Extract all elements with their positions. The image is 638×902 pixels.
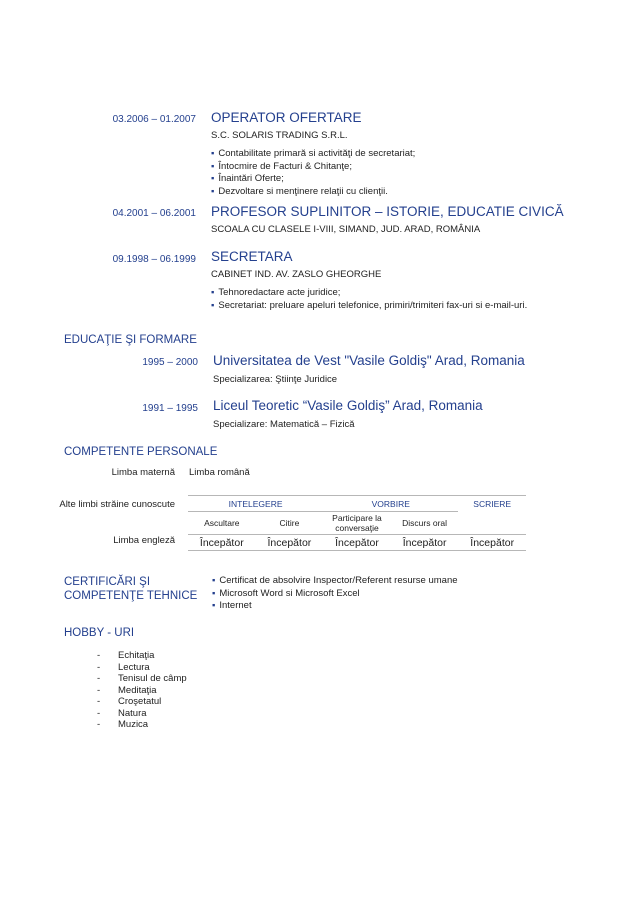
subcol-header: Ascultare xyxy=(188,512,256,535)
list-item: ▪ Secretariat: preluare apeluri telefonice, primiri/trimiteri fax-uri si e-mail-uri. xyxy=(211,300,527,313)
subcol-header: Participare la conversaţie xyxy=(323,512,391,535)
certifications-heading xyxy=(64,575,197,603)
mother-tongue-label: Limba maternă xyxy=(111,467,175,478)
level-cell: Începător xyxy=(256,535,324,551)
job-employer-3: CABINET IND. AV. ZASLO GHEORGHE xyxy=(211,269,382,280)
level-cell: Începător xyxy=(391,535,459,551)
language-table xyxy=(188,495,526,551)
certifications-list xyxy=(212,575,458,613)
job-bullets-3 xyxy=(211,287,527,312)
hobby-list xyxy=(97,650,187,731)
job-date-3: 09.1998 – 06.1999 xyxy=(112,254,196,265)
competences-heading: COMPETENTE PERSONALE xyxy=(64,446,218,458)
certifications-heading-line1: CERTIFICĂRI ŞI xyxy=(64,576,151,588)
list-item: - Croşetatul xyxy=(97,696,187,708)
job-employer-2: SCOALA CU CLASELE I-VIII, SIMAND, JUD. ARAD, ROMÂNIA xyxy=(211,224,481,235)
list-item: - Echitaţia xyxy=(97,650,187,662)
list-item: ▪ Tehnoredactare acte juridice; xyxy=(211,287,527,300)
list-item: - Lectura xyxy=(97,662,187,674)
list-item: - Muzica xyxy=(97,719,187,731)
edu-date-1: 1995 – 2000 xyxy=(142,357,198,368)
edu-title-1: Universitatea de Vest "Vasile Goldiş" Arad, Romania xyxy=(213,353,525,368)
job-bullets-1 xyxy=(211,148,415,198)
list-item: - Meditaţia xyxy=(97,685,187,697)
group-header: VORBIRE xyxy=(323,496,458,512)
job-employer-1: S.C. SOLARIS TRADING S.R.L. xyxy=(211,130,348,141)
subcol-header: Citire xyxy=(256,512,324,535)
list-item: ▪ Dezvoltare si menţinere relaţii cu clienţii. xyxy=(211,186,415,199)
hobby-heading: HOBBY - URI xyxy=(64,627,135,639)
level-cell: Începător xyxy=(188,535,256,551)
subcol-header: Discurs oral xyxy=(391,512,459,535)
group-header: INTELEGERE xyxy=(188,496,323,512)
level-cell: Începător xyxy=(458,535,526,551)
list-item: ▪ Microsoft Word si Microsoft Excel xyxy=(212,588,458,601)
education-heading: EDUCAŢIE ŞI FORMARE xyxy=(64,334,197,346)
edu-title-2: Liceul Teoretic “Vasile Goldiş” Arad, Romania xyxy=(213,398,483,413)
mother-tongue-value: Limba română xyxy=(189,467,250,478)
group-header: SCRIERE xyxy=(458,496,526,512)
list-item: ▪ Înaintări Oferte; xyxy=(211,173,415,186)
list-item: ▪ Internet xyxy=(212,600,458,613)
job-title-2: PROFESOR SUPLINITOR – ISTORIE, EDUCATIE CIVICĂ xyxy=(211,204,564,219)
job-date-2: 04.2001 – 06.2001 xyxy=(112,208,196,219)
list-item: - Natura xyxy=(97,708,187,720)
other-languages-label: Alte limbi străine cunoscute xyxy=(59,499,175,510)
edu-detail-1: Specializarea: Ştiinţe Juridice xyxy=(213,374,338,385)
list-item: ▪ Întocmire de Facturi & Chitanţe; xyxy=(211,161,415,174)
certifications-heading-line2: COMPETENŢE TEHNICE xyxy=(64,590,198,602)
edu-detail-2: Specializare: Matematică – Fizică xyxy=(213,419,355,430)
list-item: - Tenisul de câmp xyxy=(97,673,187,685)
language-label: Limba engleză xyxy=(113,535,175,546)
job-title-1: OPERATOR OFERTARE xyxy=(211,110,362,125)
edu-date-2: 1991 – 1995 xyxy=(142,403,198,414)
job-date-1: 03.2006 – 01.2007 xyxy=(112,114,196,125)
level-cell: Începător xyxy=(323,535,391,551)
list-item: ▪ Contabilitate primară si activităţi de secretariat; xyxy=(211,148,415,161)
list-item: ▪ Certificat de absolvire Inspector/Referent resurse umane xyxy=(212,575,458,588)
job-title-3: SECRETARA xyxy=(211,249,293,264)
